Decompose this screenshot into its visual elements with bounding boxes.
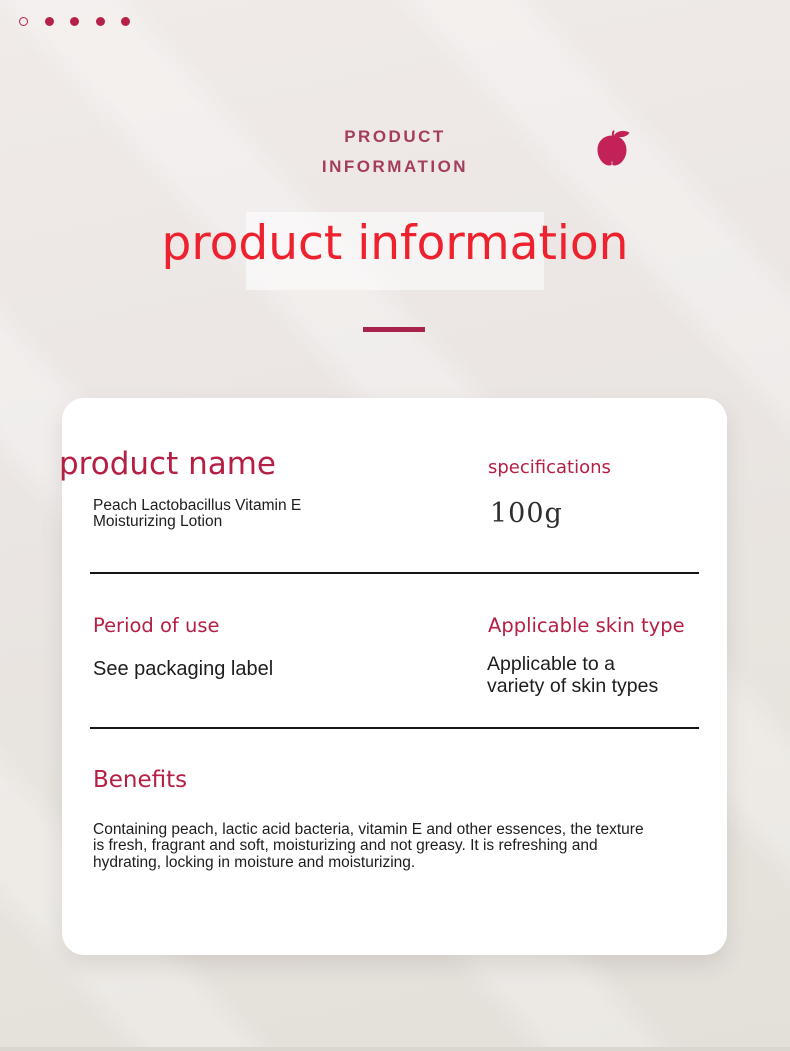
progress-dots — [19, 17, 130, 26]
eyebrow-line-1: PRODUCT — [344, 127, 446, 146]
eyebrow-line-2: INFORMATION — [321, 157, 469, 176]
info-card — [59, 398, 727, 955]
title-underline — [363, 327, 425, 332]
period-of-use-label: Period of use — [93, 614, 220, 637]
product-name-line-1: Peach Lactobacillus Vitamin E — [93, 497, 302, 514]
period-of-use-value: See packaging label — [93, 658, 274, 680]
divider — [90, 572, 699, 574]
bottom-strip — [0, 1047, 790, 1051]
page-title: product information — [161, 216, 629, 271]
skin-type-label: Applicable skin type — [488, 614, 685, 637]
progress-dot — [121, 17, 130, 26]
eyebrow-heading — [0, 122, 790, 182]
progress-dot — [45, 17, 54, 26]
benefits-label: Benefits — [93, 767, 188, 793]
product-name-label: product name — [59, 446, 276, 482]
skin-type-line-1: Applicable to a — [487, 653, 615, 675]
apple-icon — [593, 126, 631, 168]
product-name-value — [93, 498, 301, 530]
progress-dot — [96, 17, 105, 26]
progress-dot — [19, 17, 28, 26]
progress-dot — [70, 17, 79, 26]
specifications-value: 100g — [490, 498, 563, 529]
product-name-line-2: Moisturizing Lotion — [93, 513, 223, 530]
specifications-label: specifications — [488, 457, 611, 478]
benefits-text: Containing peach, lactic acid bacteria, vitamin E and other essences, the texture is fresh, fragrant and soft, moisturizing and not greasy. It is refreshing and hydrating, locking in moisture and moisturizing. — [93, 821, 644, 871]
divider — [90, 727, 699, 729]
skin-type-value — [487, 654, 658, 697]
skin-type-line-2: variety of skin types — [487, 674, 659, 697]
